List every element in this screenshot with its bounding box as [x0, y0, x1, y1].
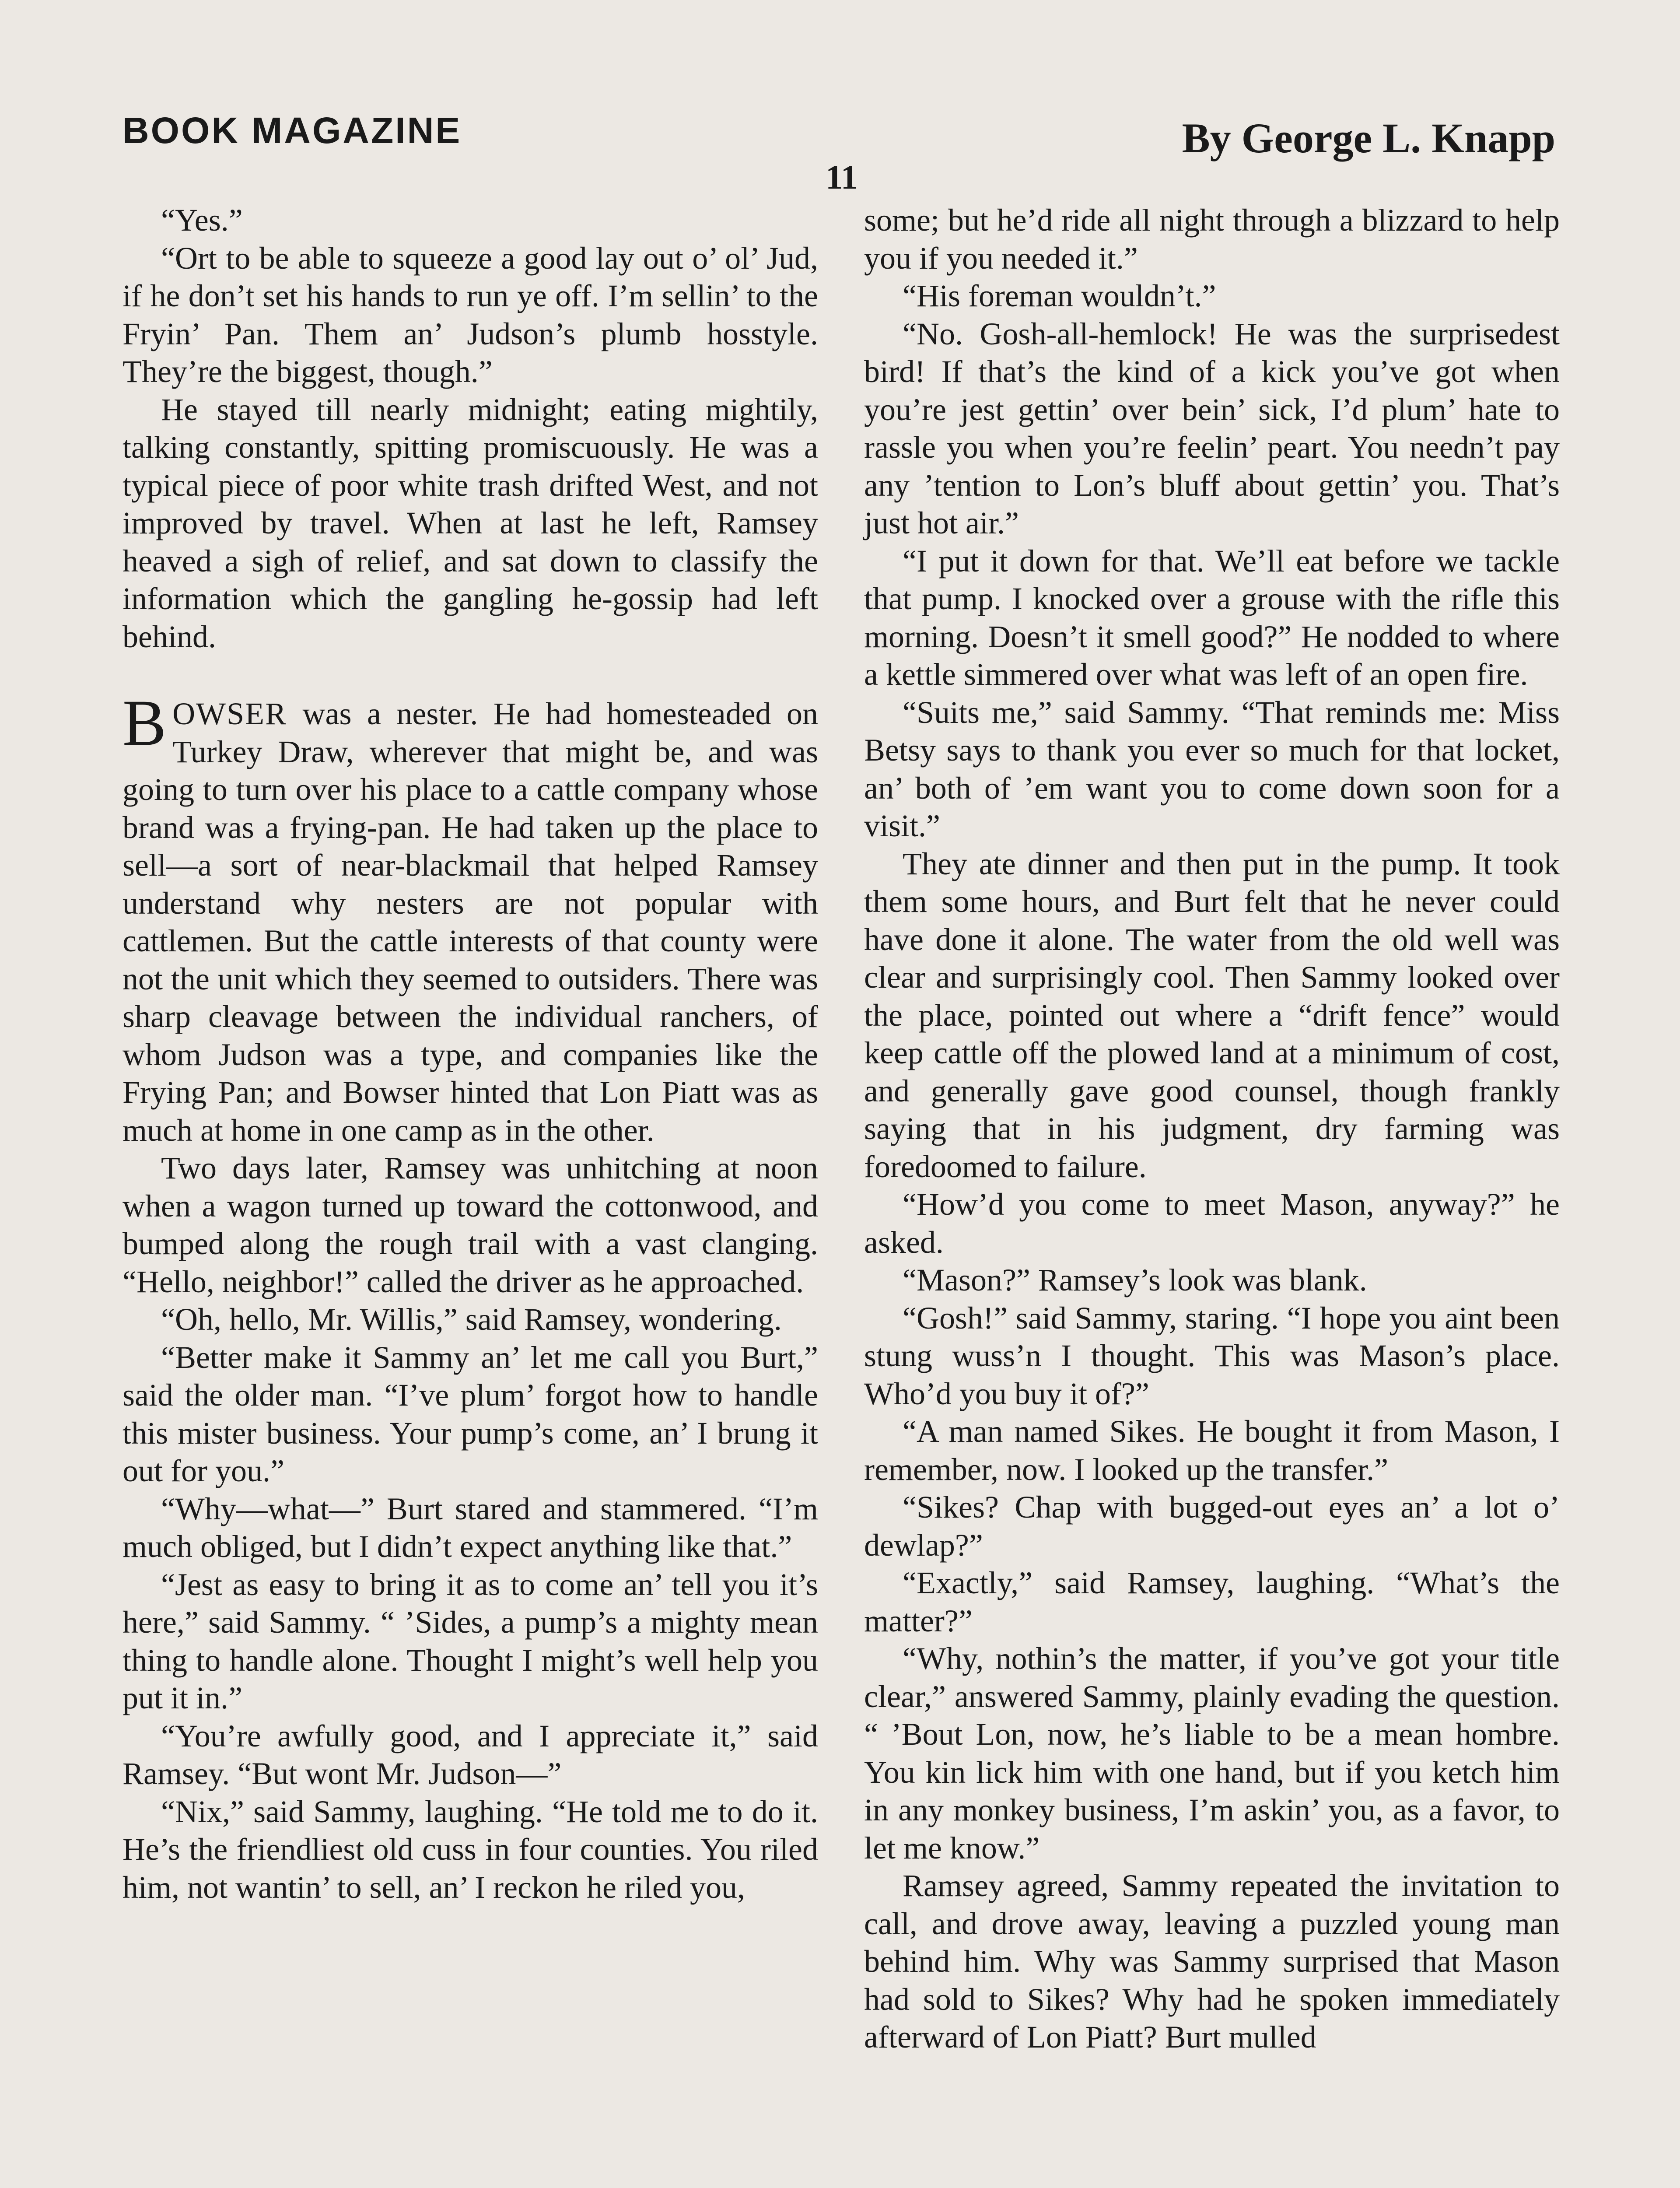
lead-caps: OWSER: [172, 696, 287, 731]
paragraph: “Mason?” Ramsey’s look was blank.: [903, 1262, 1367, 1297]
paragraph: “Jest as easy to bring it as to come an’ tell you it’s here,” said Sammy. “ ’Sides, a pump’s a mighty mean thing to handle alone. Thought I might’s well help you put it in.”: [122, 1567, 818, 1715]
paragraph: “Better make it Sammy an’ let me call you Burt,” said the older man. “I’ve plum’ forgot how to handle this mister business. Your pump’s come, an’ I brung it out for you.”: [122, 1339, 818, 1488]
author-byline: By George L. Knapp: [1182, 115, 1555, 161]
paragraph: “Suits me,” said Sammy. “That reminds me: Miss Betsy says to thank you ever so much for that locket, an’ both of ’em want you to come down soon for a visit.”: [864, 694, 1560, 843]
paragraph: Ramsey agreed, Sammy repeated the invitation to call, and drove away, leaving a puzzled young man behind him. Why was Sammy surprised that Mason had sold to Sikes? Why had he spoken immediately afterward of Lon Piatt? Burt mulled: [864, 1868, 1560, 2055]
paragraph: “Nix,” said Sammy, laughing. “He told me to do it. He’s the friendliest old cuss in four counties. You riled him, not wantin’ to sell, an’ I reckon he riled you,: [122, 1794, 818, 1905]
publication-title: BOOK MAGAZINE: [122, 110, 462, 151]
paragraph: “You’re awfully good, and I appreciate it,” said Ramsey. “But wont Mr. Judson—”: [122, 1718, 818, 1791]
right-column: [864, 201, 1560, 2056]
paragraph: He stayed till nearly midnight; eating mightily, talking constantly, spitting promiscuously. He was a typical piece of poor white trash drifted West, and not improved by travel. When at last he left, Ramsey heaved a sigh of relief, and sat down to classify the information which the gangling he-gossip had left behind.: [122, 392, 818, 654]
section-opening-paragraph: [122, 687, 818, 1149]
paragraph: some; but he’d ride all night through a blizzard to help you if you needed it.”: [864, 203, 1560, 276]
paragraph: “Oh, hello, Mr. Willis,” said Ramsey, wondering.: [161, 1302, 782, 1337]
paragraph: “Ort to be able to squeeze a good lay out o’ ol’ Jud, if he don’t set his hands to run ye off. I’m sellin’ to the Fryin’ Pan. Them an’ Judson’s plumb hosstyle. They’re the biggest, though.”: [122, 240, 818, 389]
paragraph: “I put it down for that. We’ll eat before we tackle that pump. I knocked over a grouse with the rifle this morning. Doesn’t it smell good?” He nodded to where a kettle simmered over what was left of an open fire.: [864, 543, 1560, 692]
paragraph: “Gosh!” said Sammy, staring. “I hope you aint been stung wuss’n I thought. This was Mason’s place. Who’d you buy it of?”: [864, 1300, 1560, 1411]
paragraph: “His foreman wouldn’t.”: [903, 278, 1216, 313]
page-number: 11: [826, 158, 858, 196]
paragraph: “A man named Sikes. He bought it from Mason, I remember, now. I looked up the transfer.”: [864, 1414, 1560, 1487]
drop-cap: B: [122, 687, 167, 759]
paragraph: “Yes.”: [161, 203, 243, 238]
paragraph: They ate dinner and then put in the pump. It took them some hours, and Burt felt that he never could have done it alone. The water from the old well was clear and surprisingly cool. Then Sammy looked over the place, pointed out where a “drift fence” would keep cattle off the plowed land at a minimum of cost, and generally gave good counsel, though frankly saying that in his judgment, dry farming was foredoomed to failure.: [864, 846, 1560, 1184]
paragraph: “Sikes? Chap with bugged-out eyes an’ a lot o’ dewlap?”: [864, 1490, 1560, 1563]
left-column: [122, 201, 818, 1906]
paragraph: “Exactly,” said Ramsey, laughing. “What’s the matter?”: [864, 1565, 1560, 1638]
paragraph: “How’d you come to meet Mason, anyway?” he asked.: [864, 1187, 1560, 1260]
paragraph: “No. Gosh-all-hemlock! He was the surprisedest bird! If that’s the kind of a kick you’ve got when you’re jest gettin’ over bein’ sick, I’d plum’ hate to rassle you when you’re feelin’ peart. You needn’t pay any ’tention to Lon’s bluff about gettin’ you. That’s just hot air.”: [864, 316, 1560, 540]
paragraph: Two days later, Ramsey was unhitching at noon when a wagon turned up toward the cottonwood, and bumped along the rough trail with a vast clanging. “Hello, neighbor!” called the driver as he approached.: [122, 1150, 818, 1299]
paragraph: “Why—what—” Burt stared and stammered. “I’m much obliged, but I didn’t expect anything like that.”: [122, 1491, 818, 1564]
paragraph: “Why, nothin’s the matter, if you’ve got your title clear,” answered Sammy, plainly evading the question. “ ’Bout Lon, now, he’s liable to be a mean hombre. You kin lick him with one hand, but if you ketch him in any monkey business, I’m askin’ you, as a favor, to let me know.”: [864, 1641, 1560, 1865]
section-text: was a nester. He had homesteaded on Turkey Draw, wherever that might be, and was going to turn over his place to a cattle company whose brand was a frying-pan. He had taken up the place to sell—a sort of near-blackmail that helped Ramsey understand why nesters are not popular with cattlemen. But the cattle interests of that county were not the unit which they seemed to outsiders. There was sharp cleavage between the individual ranchers, of whom Judson was a type, and companies like the Frying Pan; and Bowser hinted that Lon Piatt was as much at home in one camp as in the other.: [122, 696, 818, 1148]
